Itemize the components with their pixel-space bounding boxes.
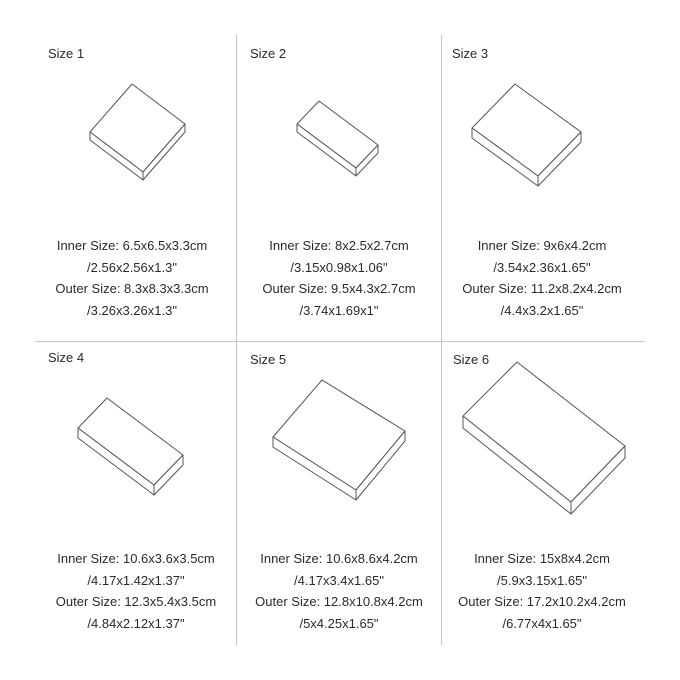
inner-size-text: Inner Size: 8x2.5x2.7cm xyxy=(269,238,409,253)
size-1-specs xyxy=(28,235,236,321)
size-2-cell xyxy=(237,0,441,341)
inner-size-text: Inner Size: 10.6x3.6x3.5cm xyxy=(57,551,215,566)
outer-size-text: Outer Size: 12.8x10.8x4.2cm xyxy=(255,594,423,609)
outer-size-text: Outer Size: 8.3x8.3x3.3cm xyxy=(55,281,209,296)
outer-size-text: Outer Size: 9.5x4.3x2.7cm xyxy=(262,281,416,296)
inner-size-inches: /5.9x3.15x1.65" xyxy=(497,572,587,588)
outer-size-inches: /4.84x2.12x1.37" xyxy=(87,615,185,631)
size-2-specs xyxy=(237,235,441,321)
size-6-specs xyxy=(442,548,642,634)
outer-size-text: Outer Size: 17.2x10.2x4.2cm xyxy=(458,594,626,609)
outer-size-inches: /5x4.25x1.65" xyxy=(299,615,379,631)
outer-size-inches: /4.4x3.2x1.65" xyxy=(500,302,584,318)
size-1-label: Size 1 xyxy=(48,46,85,61)
size-5-cell xyxy=(237,342,441,680)
size-4-cell xyxy=(0,342,236,680)
inner-size-inches: /4.17x1.42x1.37" xyxy=(87,572,185,588)
size-6-label: Size 6 xyxy=(453,352,490,367)
outer-size-inches: /3.26x3.26x1.3" xyxy=(87,302,177,318)
inner-size-inches: /2.56x2.56x1.3" xyxy=(87,259,177,275)
inner-size-inches: /4.17x3.4x1.65" xyxy=(294,572,384,588)
outer-size-text: Outer Size: 11.2x8.2x4.2cm xyxy=(462,281,622,296)
size-4-label: Size 4 xyxy=(48,350,85,365)
outer-size-inches: /6.77x4x1.65" xyxy=(502,615,582,631)
size-6-cell xyxy=(442,342,680,680)
size-3-label: Size 3 xyxy=(452,46,489,61)
size-3-specs xyxy=(442,235,642,321)
size-3-cell xyxy=(442,0,680,341)
size-4-specs xyxy=(28,548,244,634)
size-2-label: Size 2 xyxy=(250,46,287,61)
outer-size-text: Outer Size: 12.3x5.4x3.5cm xyxy=(55,594,217,609)
inner-size-inches: /3.15x0.98x1.06" xyxy=(290,259,388,275)
inner-size-text: Inner Size: 9x6x4.2cm xyxy=(477,238,607,253)
inner-size-inches: /3.54x2.36x1.65" xyxy=(493,259,591,275)
size-5-label: Size 5 xyxy=(250,352,287,367)
inner-size-text: Inner Size: 6.5x6.5x3.3cm xyxy=(56,238,208,253)
size-1-cell xyxy=(0,0,236,341)
inner-size-text: Inner Size: 10.6x8.6x4.2cm xyxy=(260,551,418,566)
size-5-specs xyxy=(237,548,441,634)
outer-size-inches: /3.74x1.69x1" xyxy=(299,302,379,318)
inner-size-text: Inner Size: 15x8x4.2cm xyxy=(474,551,610,566)
